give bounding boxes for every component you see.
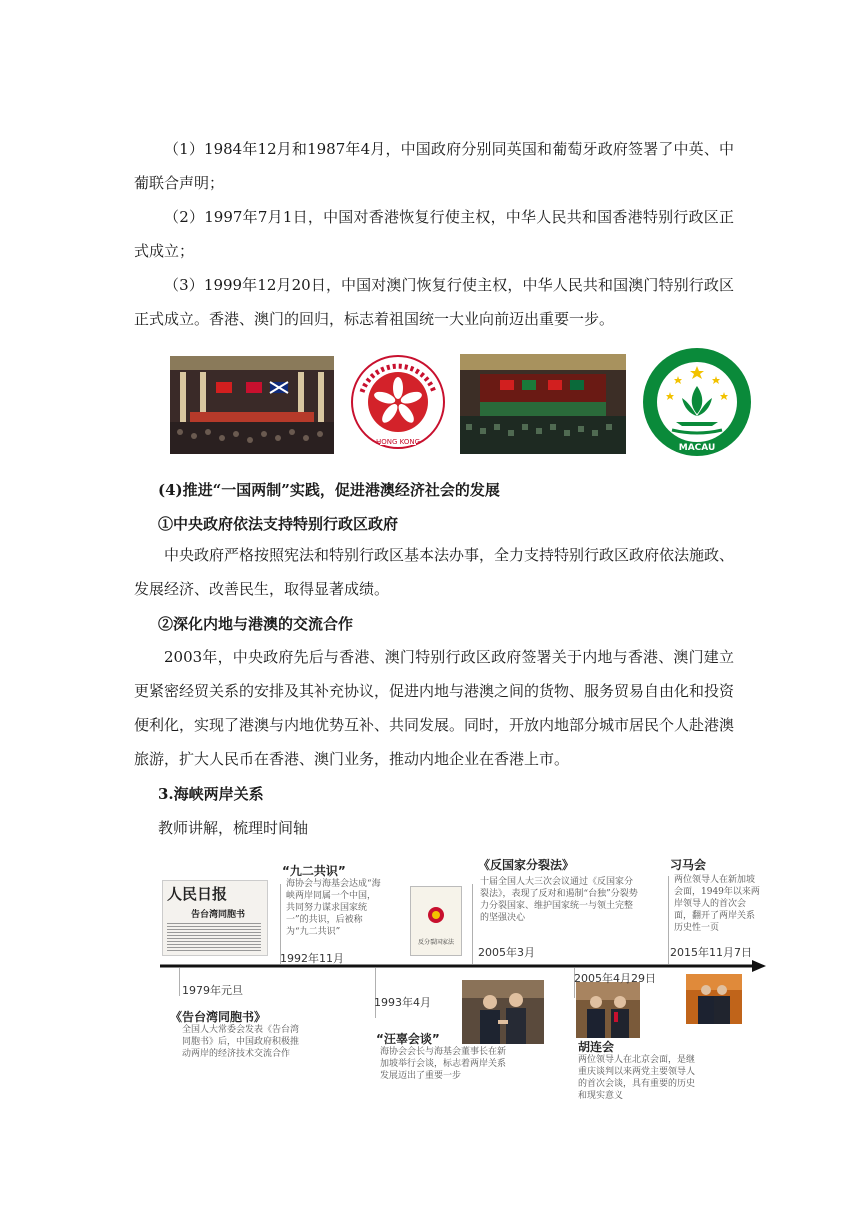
- tick-2005-03: [472, 884, 473, 964]
- event-2015-date: 2015年11月7日: [670, 946, 752, 959]
- event-1992-desc: 海协会与海基会达成“海峡两岸同属一个中国，共同努力谋求国家统一”的共识，后被称为“九二共识”: [286, 879, 381, 937]
- hu-lien-meeting-photo: [576, 982, 640, 1038]
- event-1979-desc: 全国人大常委会发表《告台湾同胞书》后，中国政府积极推动两岸的经济技术交流合作: [182, 1025, 300, 1059]
- paragraph-3: （3）1999年12月20日，中国对澳门恢复行使主权，中华人民共和国澳门特别行政区正式成立。香港、澳门的回归，标志着祖国统一大业向前迈出重要一步。: [134, 276, 734, 328]
- heading-4b: ②深化内地与港澳的交流合作: [158, 615, 354, 633]
- paragraph-2: （2）1997年7月1日，中国对香港恢复行使主权，中华人民共和国香港特别行政区正式成立；: [134, 208, 734, 260]
- timeline-axis: [150, 958, 770, 978]
- event-2005-03-title: 《反国家分裂法》: [478, 858, 575, 872]
- newspaper-masthead: 人民日报: [167, 885, 228, 903]
- event-2005-03-date: 2005年3月: [478, 946, 535, 959]
- macau-handover-ceremony-photo: [460, 354, 626, 454]
- teacher-note: 教师讲解，梳理时间轴: [158, 819, 309, 837]
- tick-1993: [375, 968, 376, 1018]
- event-1992-date: 1992年11月: [280, 952, 344, 965]
- event-2005-04-title: 胡连会: [578, 1040, 615, 1054]
- macau-emblem-text: MACAU: [678, 443, 716, 453]
- cross-strait-timeline: [150, 848, 770, 1108]
- event-2015-desc: 两位领导人在新加坡会面，1949年以来两岸领导人的首次会面，翻开了两岸关系历史性一页: [674, 875, 760, 933]
- paragraph-4a: 中央政府严格按照宪法和特别行政区基本法办事，全力支持特别行政区政府依法施政、发展经济、改善民生，取得显著成绩。: [134, 546, 735, 598]
- heading-3: 3.海峡两岸关系: [158, 785, 264, 803]
- event-1979-title: 《告台湾同胞书》: [170, 1010, 267, 1024]
- event-1993-title: “汪辜会谈”: [376, 1032, 440, 1046]
- event-2005-04-desc: 两位领导人在北京会面，是继重庆谈判以来两党主要领导人的首次会谈，具有重要的历史和现实意义: [578, 1055, 696, 1101]
- newspaper-headline: 告台湾同胞书: [191, 910, 246, 920]
- wang-koo-talks-photo: [462, 980, 544, 1044]
- anti-secession-law-book-image: [410, 886, 462, 956]
- peoples-daily-newspaper-image: [162, 880, 268, 956]
- event-1992-title: “九二共识”: [282, 864, 346, 878]
- hk-emblem-text: HONG KONG: [375, 438, 421, 446]
- event-2005-04-date: 2005年4月29日: [574, 972, 656, 985]
- event-1993-date: 1993年4月: [374, 996, 431, 1009]
- macau-emblem: [640, 346, 754, 458]
- event-1979-date: 1979年元旦: [182, 984, 243, 997]
- paragraph-4b: 2003年，中央政府先后与香港、澳门特别行政区政府签署关于内地与香港、澳门建立更紧密经贸关系的安排及其补充协议，促进内地与港澳之间的货物、服务贸易自由化和投资便利化，实现了港澳与内地优势互补、共同发展。同时，开放内地部分城市居民个人赴港澳旅游，扩大人民币在香港、澳门业务，推动内地企业在香港上市。: [134, 648, 735, 768]
- heading-4a: ①中央政府依法支持特别行政区政府: [158, 515, 399, 533]
- tick-2015: [668, 876, 669, 964]
- heading-4: (4)推进“一国两制”实践，促进港澳经济社会的发展: [158, 481, 500, 499]
- event-1993-desc: 海协会会长与海基会董事长在新加坡举行会谈，标志着两岸关系发展迈出了重要一步: [380, 1047, 507, 1081]
- hk-handover-ceremony-photo: [170, 356, 334, 454]
- newspaper-text-lines: [167, 921, 261, 951]
- book-cover-title: 反分裂国家法: [417, 939, 454, 946]
- tick-1979: [179, 968, 180, 996]
- event-2005-03-desc: 十届全国人大三次会议通过《反国家分裂法》，表现了反对和遏制“台独”分裂势力分裂国家、维护国家统一与领土完整的坚强决心: [480, 877, 638, 923]
- hong-kong-emblem: [350, 350, 446, 454]
- paragraph-1: （1）1984年12月和1987年4月，中国政府分别同英国和葡萄牙政府签署了中英、中葡联合声明；: [134, 140, 734, 192]
- xi-ma-meeting-photo: [686, 974, 742, 1024]
- event-2015-title: 习马会: [670, 858, 707, 872]
